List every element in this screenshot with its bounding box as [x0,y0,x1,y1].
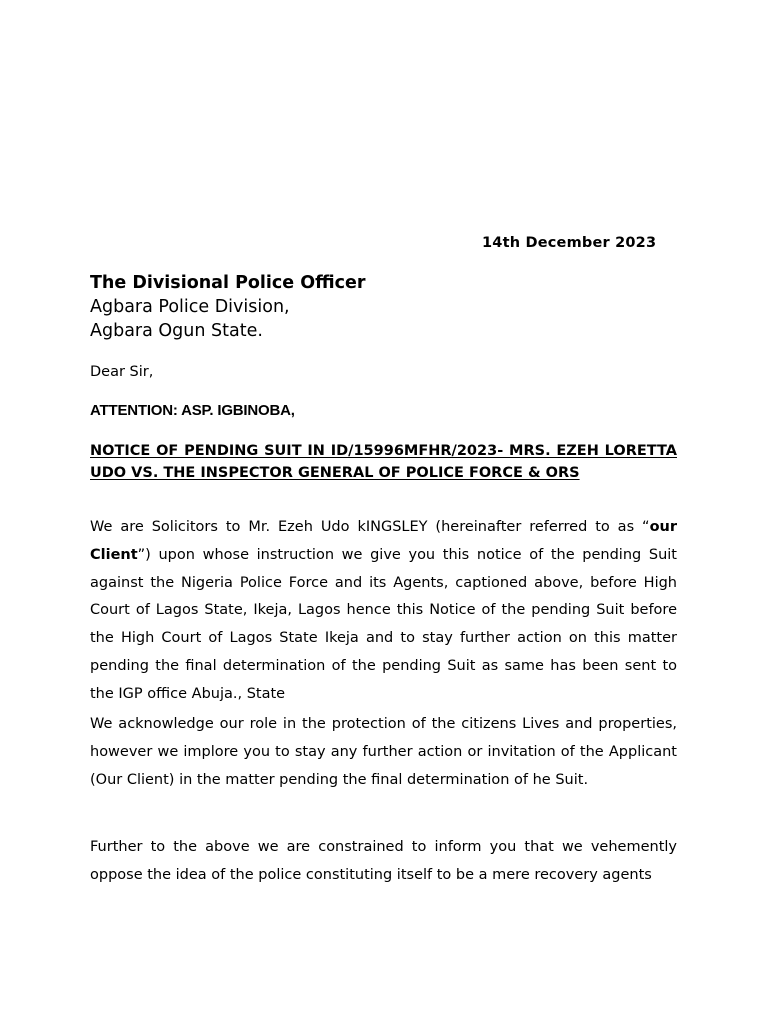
attention-line: ATTENTION: ASP. IGBINOBA, [90,402,295,419]
recipient-line-2: Agbara Ogun State. [90,321,263,341]
subject-text: NOTICE OF PENDING SUIT IN ID/15996MFHR/2023- MRS. EZEH LORETTA UDO VS. THE INSPECTOR GENERAL OF POLICE FORCE & ORS [90,443,677,481]
paragraph-1-text-a: We are Solicitors to Mr. Ezeh Udo kINGSLEY (hereinafter referred to as “ [90,519,650,535]
subject-heading [90,440,677,484]
paragraph-1-bold-client: our Client [90,519,677,563]
letter-date: 14th December 2023 [482,235,657,251]
paragraph-1-text-b: ”) upon whose instruction we give you this notice of the pending Suit against the Nigeria Police Force and its Agents, captioned above, before High Court of Lagos State, Ikeja, Lagos hence this Notice of the pending Suit before the High Court of Lagos State Ikeja and to stay further action on this matter pending the final determination of the pending Suit as same has been sent to the IGP office Abuja., State [90,546,677,702]
body-paragraph-3: Further to the above we are constrained to inform you that we vehemently oppose the idea of the police constituting itself to be a mere recovery agents [90,839,677,883]
recipient-line-1: Agbara Police Division, [90,297,290,317]
body-paragraph-2: We acknowledge our role in the protection of the citizens Lives and properties, however we implore you to stay any further action or invitation of the Applicant (Our Client) in the matter pending the final determination of he Suit. [90,716,677,788]
recipient-address [90,271,690,343]
salutation: Dear Sir, [90,364,154,380]
body-paragraph-1 [90,514,677,709]
recipient-title: The Divisional Police Officer [90,273,366,293]
